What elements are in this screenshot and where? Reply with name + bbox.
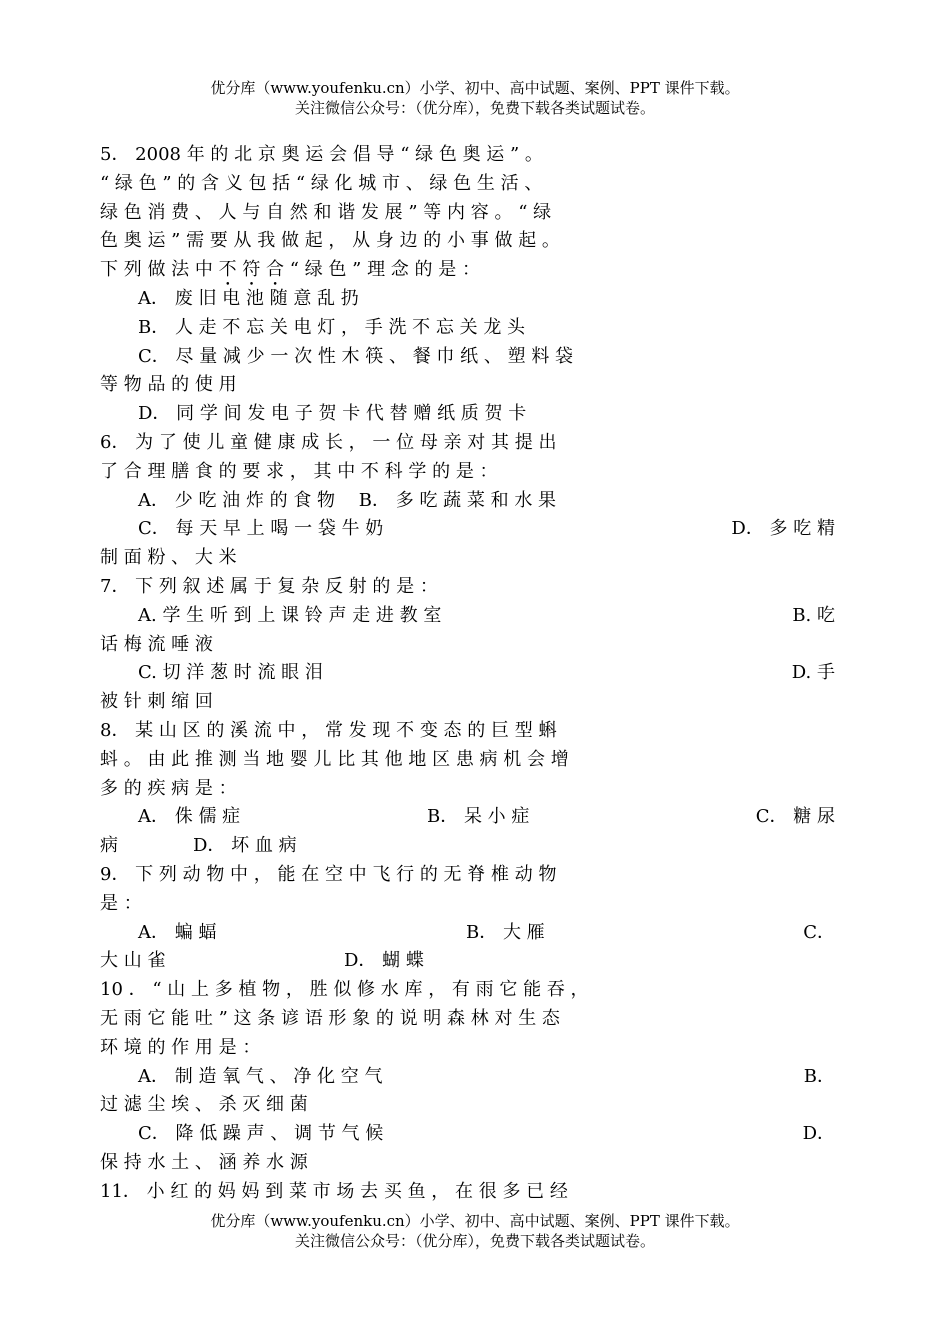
q6-line <box>100 429 835 458</box>
q7-option-d-text: D. 手 <box>791 662 835 684</box>
q8-option-c-text: C． 糖 尿 <box>755 806 835 828</box>
q7-option-a-text: A. 学 生 听 到 上 课 铃 声 走 进 教 室 <box>138 604 442 626</box>
q10-option-b-cont <box>100 1091 835 1120</box>
q8-stem-2: 蚪 。 由 此 推 测 当 地 婴 儿 比 其 他 地 区 患 病 机 会 增 <box>100 748 569 770</box>
q6-options-cd <box>100 515 835 544</box>
q5-line <box>100 227 835 256</box>
q10-option-b-text: B． <box>803 1065 835 1087</box>
q5-option-c-text: C． 尽 量 减 少 一 次 性 木 筷 、 餐 巾 纸 、 塑 料 袋 <box>138 345 574 367</box>
q5-option-d <box>100 400 835 429</box>
q9-stem-1: 9． 下 列 动 物 中 ， 能 在 空 中 飞 行 的 无 脊 椎 动 物 <box>100 863 557 885</box>
q10-line <box>100 1034 835 1063</box>
q5-line <box>100 256 835 285</box>
q5-line <box>100 141 835 170</box>
q5-line <box>100 170 835 199</box>
document-body <box>100 141 835 1206</box>
header-line-1: 优分库（www.youfenku.cn）小学、初中、高中试题、案例、PPT 课件下载。 <box>210 79 740 97</box>
q7-option-b-cont <box>100 631 835 660</box>
q5-option-c-cont <box>100 371 835 400</box>
q6-stem-1: 6． 为 了 使 儿 童 健 康 成 长 ， 一 位 母 亲 对 其 提 出 <box>100 431 557 453</box>
q10-line <box>100 1005 835 1034</box>
q5-option-d-text: D． 同 学 间 发 电 子 贺 卡 代 替 赠 纸 质 贺 卡 <box>138 403 527 425</box>
q7-options-cd <box>100 659 835 688</box>
q5-stem-1: 5． 2008 年 的 北 京 奥 运 会 倡 导 “ 绿 色 奥 运 ” 。 <box>100 144 543 165</box>
q10-options-ab <box>100 1063 835 1092</box>
q10-stem-3: 环 境 的 作 用 是 ： <box>100 1036 261 1058</box>
q8-line <box>100 717 835 746</box>
q9-option-cd <box>100 947 835 976</box>
q6-line <box>100 458 835 487</box>
q7-line <box>100 573 835 602</box>
q8-line <box>100 746 835 775</box>
q10-options-cd <box>100 1120 835 1149</box>
q7-option-d-cont <box>100 688 835 717</box>
q5-line <box>100 199 835 228</box>
q9-options-abc <box>100 919 835 948</box>
q5-stem-5c: “ 绿 色 ” 理 念 的 是 ： <box>284 259 480 281</box>
q11-stem-1: 11． 小 红 的 妈 妈 到 菜 市 场 去 买 鱼 ， 在 很 多 已 经 <box>100 1180 568 1202</box>
q6-option-c-text: C． 每 天 早 上 喝 一 袋 牛 奶 <box>138 518 384 540</box>
q10-option-a-text: A． 制 造 氧 气 、 净 化 空 气 <box>138 1065 383 1087</box>
q5-option-a <box>100 285 835 314</box>
q6-stem-2: 了 合 理 膳 食 的 要 求 ， 其 中 不 科 学 的 是 ： <box>100 460 498 482</box>
q8-stem-3: 多 的 疾 病 是 ： <box>100 777 237 799</box>
header-line-2: 关注微信公众号：（优分库），免费下载各类试题试卷。 <box>294 99 655 117</box>
q7-stem-1: 7． 下 列 叙 述 属 于 复 杂 反 射 的 是 ： <box>100 575 438 597</box>
q7-option-d-text-2: 被 针 刺 缩 回 <box>100 691 213 713</box>
q6-option-d-cont <box>100 544 835 573</box>
q9-option-b-text: B． 大 雁 <box>466 921 545 943</box>
q8-option-cd <box>100 832 835 861</box>
q9-stem-2: 是 ： <box>100 892 142 914</box>
q8-stem-1: 8． 某 山 区 的 溪 流 中 ， 常 发 现 不 变 态 的 巨 型 蝌 <box>100 719 557 741</box>
q10-option-d-text-2: 保 持 水 土 、 涵 养 水 源 <box>100 1151 308 1173</box>
q5-option-b-text: B． 人 走 不 忘 关 电 灯 ， 手 洗 不 忘 关 龙 头 <box>138 316 526 338</box>
q9-option-a-text: A． 蝙 蝠 <box>138 921 217 943</box>
q5-stem-3: 绿 色 消 费 、 人 与 自 然 和 谐 发 展 ” 等 内 容 。 “ 绿 <box>100 201 552 223</box>
q9-option-c-text: C． <box>803 921 835 943</box>
q5-emphasis-not-conform: 不 符 合 <box>218 259 285 281</box>
q10-option-c-text: C． 降 低 躁 声 、 调 节 气 候 <box>138 1123 384 1145</box>
q10-option-b-text-2: 过 滤 尘 埃 、 杀 灭 细 菌 <box>100 1094 308 1116</box>
footer-line-1: 优分库（www.youfenku.cn）小学、初中、高中试题、案例、PPT 课件下载。 <box>210 1212 740 1230</box>
q8-line <box>100 775 835 804</box>
q5-stem-5a: 下 列 做 法 中 <box>100 259 219 281</box>
q6-options-ab-text: A． 少 吃 油 炸 的 食 物 B． 多 吃 蔬 菜 和 水 果 <box>138 489 557 511</box>
q7-option-c-text: C. 切 洋 葱 时 流 眼 泪 <box>138 662 323 684</box>
q8-option-a-text: A． 侏 儒 症 <box>138 806 241 828</box>
q10-stem-1: 10 ． “ 山 上 多 植 物 ， 胜 似 修 水 库 ， 有 雨 它 能 吞 ， <box>100 979 589 1001</box>
q5-stem-5 <box>100 259 480 280</box>
q8-option-d-text: D． 坏 血 病 <box>193 835 297 857</box>
q10-stem-2: 无 雨 它 能 吐 ” 这 条 谚 语 形 象 的 说 明 森 林 对 生 态 <box>100 1007 560 1029</box>
q5-option-c <box>100 343 835 372</box>
q10-option-d-text: D． <box>802 1123 835 1145</box>
q5-stem-2: “ 绿 色 ” 的 含 义 包 括 “ 绿 化 城 市 、 绿 色 生 活 、 <box>100 172 543 194</box>
q11-line <box>100 1178 835 1207</box>
q8-option-b-text: B． 呆 小 症 <box>427 806 530 828</box>
q5-stem-4: 色 奥 运 ” 需 要 从 我 做 起 ， 从 身 边 的 小 事 做 起 。 <box>100 230 560 252</box>
page-footer <box>0 1211 950 1251</box>
q10-line <box>100 976 835 1005</box>
q9-line <box>100 861 835 890</box>
page-header <box>0 78 950 118</box>
q6-option-d-text: D． 多 吃 精 <box>731 518 835 540</box>
q9-option-c-text-2: 大 山 雀 <box>100 950 166 972</box>
q9-option-d-text: D． 蝴 蝶 <box>344 950 424 972</box>
q8-options-abc <box>100 803 835 832</box>
q6-options-ab <box>100 487 835 516</box>
q10-option-d-cont <box>100 1149 835 1178</box>
q5-option-c-text-2: 等 物 品 的 使 用 <box>100 374 237 396</box>
q5-option-a-text: A． 废 旧 电 池 随 意 乱 扔 <box>138 287 359 309</box>
q7-option-b-text: B. 吃 <box>792 604 835 626</box>
q5-option-b <box>100 314 835 343</box>
q9-line <box>100 890 835 919</box>
q7-option-b-text-2: 话 梅 流 唾 液 <box>100 633 213 655</box>
q6-option-d-text-2: 制 面 粉 、 大 米 <box>100 547 237 569</box>
footer-line-2: 关注微信公众号：（优分库），免费下载各类试题试卷。 <box>294 1232 655 1250</box>
q8-option-c-text-2: 病 <box>100 835 118 857</box>
q7-options-ab <box>100 602 835 631</box>
